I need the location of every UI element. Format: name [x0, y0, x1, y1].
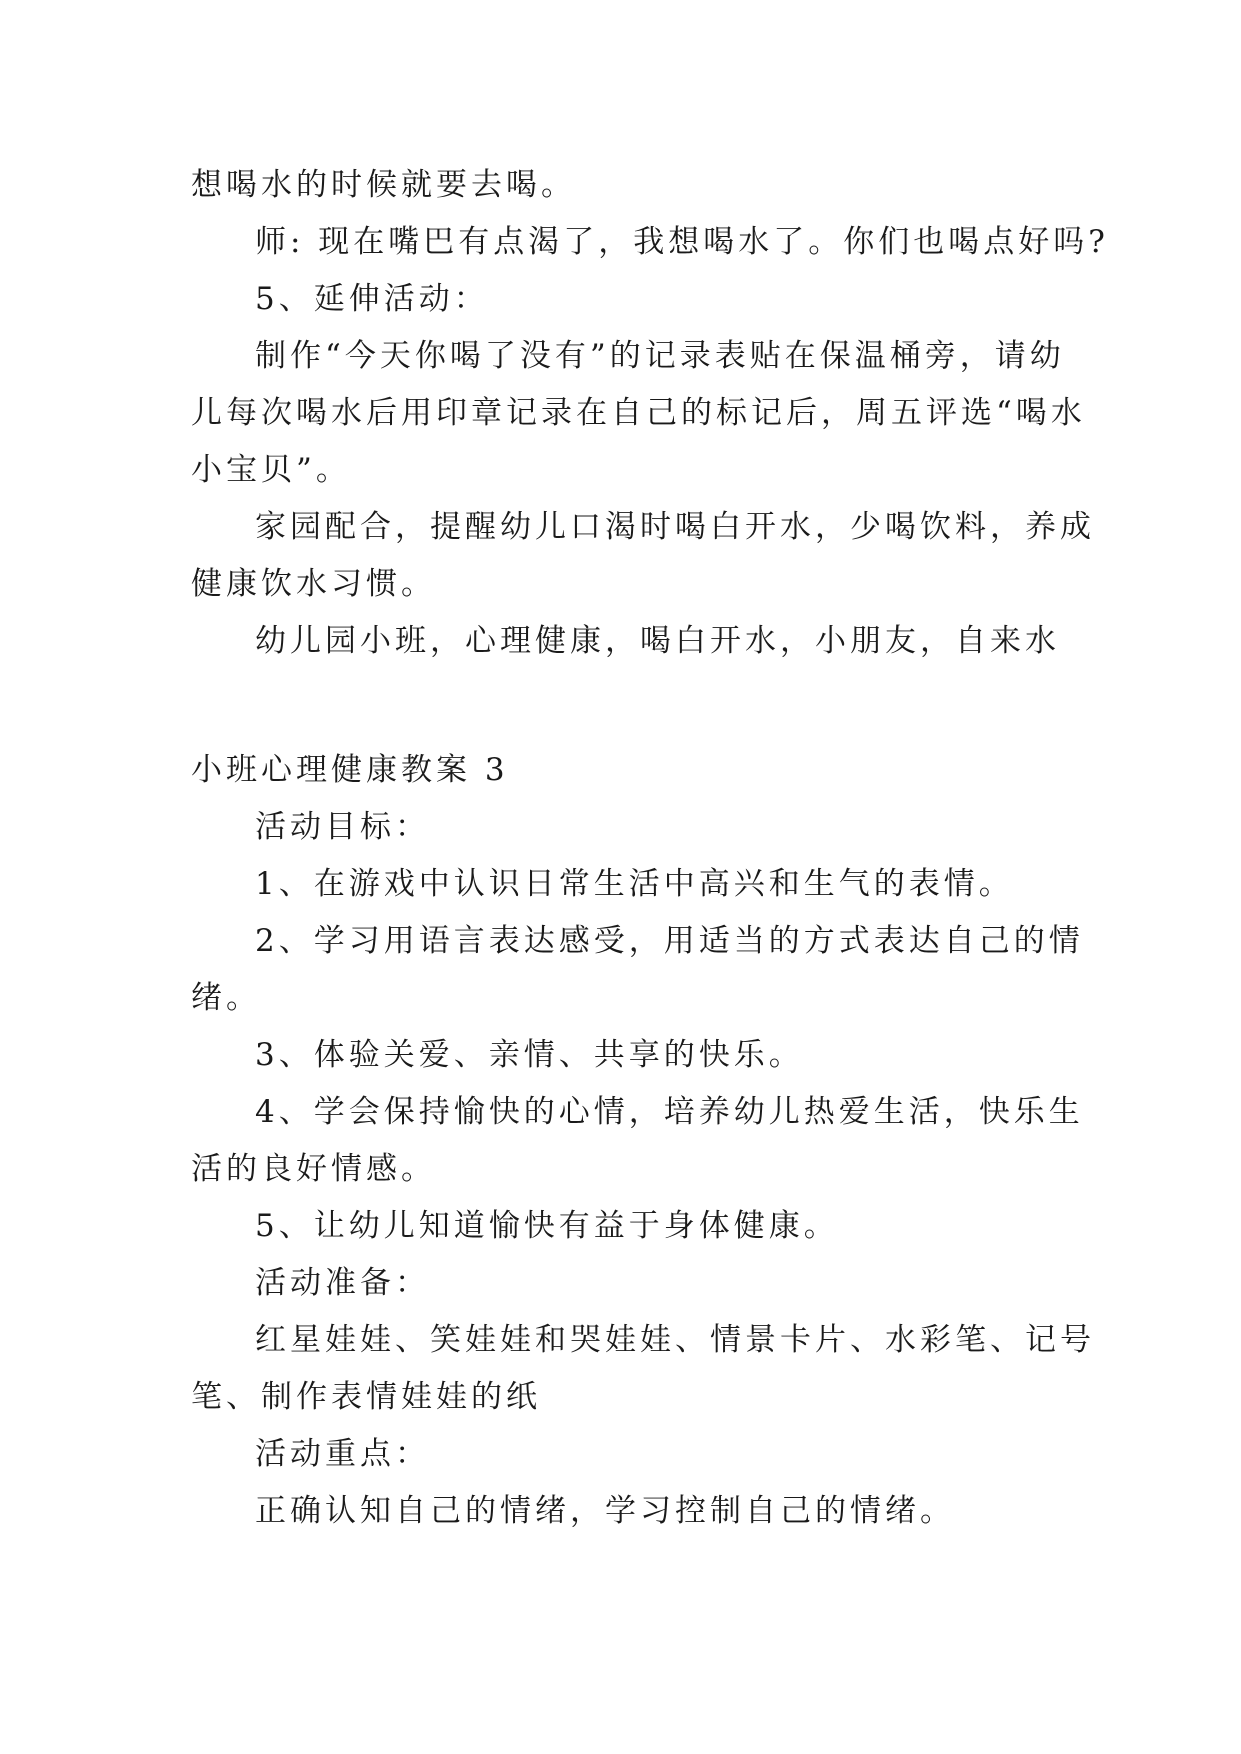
paragraph-line: 小宝贝”。 [191, 452, 351, 488]
section-heading: 活动准备： [255, 1265, 430, 1301]
list-item: 5、让幼儿知道愉快有益于身体健康。 [255, 1208, 839, 1244]
list-item-continuation: 绪。 [191, 980, 261, 1016]
document-title: 小班心理健康教案 3 [191, 752, 509, 788]
paragraph-line: 家园配合，提醒幼儿口渴时喝白开水，少喝饮料，养成 [255, 509, 1095, 545]
paragraph-line: 制作“今天你喝了没有”的记录表贴在保温桶旁，请幼 [255, 338, 1065, 374]
list-item: 4、学会保持愉快的心情，培养幼儿热爱生活，快乐生 [255, 1094, 1084, 1130]
list-item: 1、在游戏中认识日常生活中高兴和生气的表情。 [255, 866, 1014, 902]
paragraph-line: 笔、制作表情娃娃的纸 [191, 1379, 541, 1415]
section-heading: 活动重点： [255, 1436, 430, 1472]
paragraph-line: 想喝水的时候就要去喝。 [191, 167, 576, 203]
section-heading: 5、延伸活动： [255, 281, 489, 317]
list-item-continuation: 活的良好情感。 [191, 1151, 436, 1187]
paragraph-line: 正确认知自己的情绪，学习控制自己的情绪。 [255, 1493, 955, 1529]
section-heading: 活动目标： [255, 809, 430, 845]
list-item: 2、学习用语言表达感受，用适当的方式表达自己的情 [255, 923, 1084, 959]
keywords-line: 幼儿园小班，心理健康，喝白开水，小朋友，自来水 [255, 623, 1060, 659]
paragraph-line: 儿每次喝水后用印章记录在自己的标记后，周五评选“喝水 [191, 395, 1086, 431]
list-item: 3、体验关爱、亲情、共享的快乐。 [255, 1037, 804, 1073]
paragraph-line: 健康饮水习惯。 [191, 566, 436, 602]
paragraph-line: 红星娃娃、笑娃娃和哭娃娃、情景卡片、水彩笔、记号 [255, 1322, 1095, 1358]
paragraph-line: 师: 现在嘴巴有点渴了，我想喝水了。你们也喝点好吗? [255, 224, 1109, 260]
